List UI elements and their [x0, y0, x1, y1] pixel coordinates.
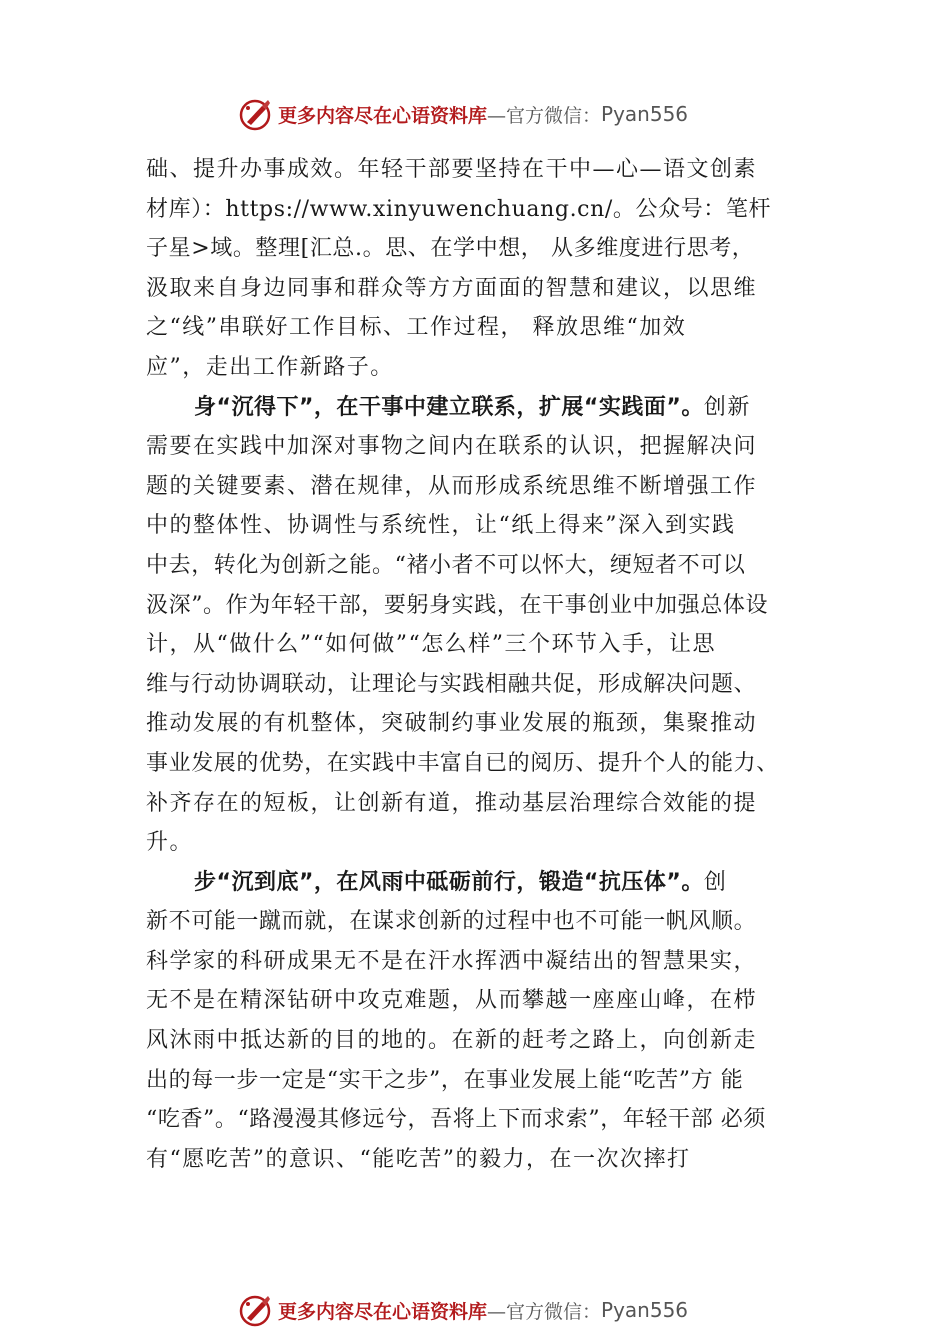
- paragraph-2: [146, 388, 846, 863]
- pen-logo-icon: [238, 96, 274, 132]
- text-line: 科学家的科研成果无不是在汗水挥洒中凝结出的智慧果实，: [146, 948, 758, 974]
- header-banner: [238, 94, 688, 134]
- text-fragment: 创新: [703, 394, 751, 420]
- text-line: 材库）：https://www.xinyuwenchuang.cn/。公众号：笔杆: [146, 196, 772, 222]
- banner-library-text: 更多内容尽在心语资料库: [278, 104, 488, 127]
- paragraph-3: [146, 863, 846, 1180]
- text-fragment: 创: [703, 869, 728, 895]
- text-line: 之“线”串联好工作目标、工作过程， 释放思维“加效: [146, 315, 687, 341]
- text-line: “吃香”。“路漫漫其修远兮，吾将上下而求索”，年轻干部 必须: [146, 1107, 766, 1133]
- text-line: 新不可能一蹴而就，在谋求创新的过程中也不可能一帆风顺。: [146, 909, 757, 935]
- text-line: 题的关键要素、潜在规律，从而形成系统思维不断增强工作: [146, 473, 758, 499]
- text-line: 需要在实践中加深对事物之间内在联系的认识，把握解决问: [146, 434, 758, 460]
- text-line: 补齐存在的短板，让创新有道，推动基层治理综合效能的提: [146, 790, 758, 816]
- text-line: 事业发展的优势，在实践中丰富自已的阅历、提升个人的能力、: [146, 750, 779, 776]
- text-line: 应”，走出工作新路子。: [146, 354, 394, 380]
- text-line: 汲取来自身边同事和群众等方方面面的智慧和建议，以思维: [146, 275, 758, 301]
- banner-wechat-id: Pyan556: [601, 1298, 689, 1322]
- banner-wechat-id: Pyan556: [601, 102, 689, 126]
- text-line: 风沐雨中抵达新的目的地的。在新的赶考之路上，向创新走: [146, 1028, 758, 1054]
- paragraph-1: [146, 150, 846, 388]
- text-line: 础、提升办事成效。年轻干部要坚持在干中—心—语文创素: [146, 157, 758, 182]
- paragraph-heading: 步“沉到底”，在风雨中砥砺前行，锻造“抗压体”。: [194, 869, 704, 895]
- text-line: 无不是在精深钻研中攻克难题，从而攀越一座座山峰，在栉: [146, 988, 758, 1014]
- pen-logo-icon: [238, 1292, 274, 1328]
- text-line: 维与行动协调联动，让理论与实践相融共促，形成解决问题、: [146, 671, 757, 697]
- paragraph-heading: 身“沉得下”，在干事中建立联系，扩展“实践面”。: [194, 394, 704, 420]
- banner-library-text: 更多内容尽在心语资料库: [278, 1300, 488, 1323]
- paragraph-first-line: [146, 863, 846, 903]
- paragraph-first-line: [146, 388, 846, 428]
- text-line: 汲深”。作为年轻干部，要躬身实践，在干事创业中加强总体设: [146, 592, 769, 618]
- footer-banner: [238, 1290, 688, 1330]
- text-line: 子星>域。整理[汇总.。思、在学中想， 从多维度进行思考，: [146, 236, 755, 262]
- text-line: 出的每一步一定是“实干之步”，在事业发展上能“吃苦”方 能: [146, 1067, 744, 1093]
- text-line: 有“愿吃苦”的意识、“能吃苦”的毅力，在一次次摔打: [146, 1146, 691, 1172]
- document-body: [146, 150, 846, 1179]
- text-line: 推动发展的有机整体，突破制约事业发展的瓶颈，集聚推动: [146, 711, 758, 737]
- text-line: 计，从“做什么”“如何做”“怎么样”三个环节入手，让思: [146, 632, 716, 658]
- text-line: 中去，转化为创新之能。“褚小者不可以怀大，绠短者不可以: [146, 552, 746, 578]
- text-line: 中的整体性、协调性与系统性，让“纸上得来”深入到实践: [146, 513, 736, 539]
- banner-wechat-label: —官方微信：: [487, 104, 602, 127]
- banner-wechat-label: —官方微信：: [487, 1300, 602, 1323]
- text-line: 升。: [146, 830, 194, 856]
